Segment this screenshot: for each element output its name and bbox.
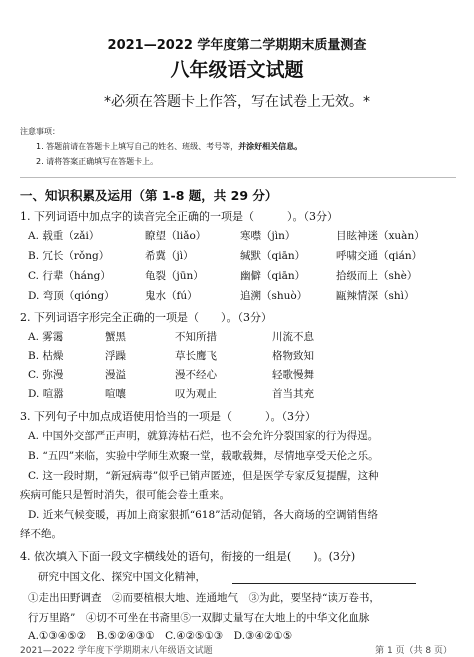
q2-option-b2: 浮躁 [105, 350, 126, 362]
q2-option-a4: 川流不息 [272, 331, 314, 343]
q2-option-a3: 不知所措 [175, 331, 217, 343]
q2-option-b1: B. 枯燥 [28, 350, 64, 362]
q2-option-d3: 叹为观止 [175, 388, 217, 400]
question-3-stem: 3. 下列句子中加点成语使用恰当的一项是（ ）。（3分） [20, 410, 316, 423]
q3-option-c-line1: C. 这一段时期，“新冠病毒”似乎已销声匿迹，但是医学专家反复提醒，这种 [28, 470, 379, 482]
instruction-item-1 [36, 141, 302, 152]
q2-option-d1: D. 喧嚣 [28, 388, 64, 400]
question-1-stem: 1. 下列词语中加点字的读音完全正确的一项是（ ）。（3分） [20, 210, 338, 223]
q2-option-b3: 草长鹰飞 [175, 350, 217, 362]
q4-passage-line2: ①走出田野调查 ②而要植根大地、连通地气 ③为此，要坚持“读万卷书， [28, 592, 380, 604]
q1-option-a4: 目眩神迷（xuàn） [336, 230, 425, 242]
q1-option-d4: 甌辣情深（shì） [336, 290, 415, 302]
q1-option-c4: 拾级而上（shè） [336, 270, 418, 282]
q1-option-a1: A. 载重（zǎi） [28, 230, 100, 242]
q1-option-b3: 缄默（qiān） [240, 250, 306, 262]
footer-page-number: 第 1 页（共 8 页） [375, 646, 452, 656]
q1-option-d3: 追溯（shuò） [240, 290, 308, 302]
question-4-stem: 4. 依次填入下面一段文字横线处的语句，衔接的一组是( )。(3分) [20, 550, 356, 563]
q1-option-c3: 幽僻（qiān） [240, 270, 306, 282]
instruction-item-2: 2. 请将答案正确填写在答题卡上。 [36, 157, 159, 166]
q2-option-c2: 漫溢 [105, 369, 126, 381]
q2-option-b4: 格物致知 [272, 350, 314, 362]
q3-option-c-line2: 疾病可能只是暂时消失，很可能会卷土重来。 [20, 489, 230, 501]
fill-in-blank-line [232, 583, 416, 584]
q3-option-d-line2: 绎不绝。 [20, 528, 62, 540]
q1-option-b2: 希冀（jì） [145, 250, 194, 262]
q2-option-c1: C. 弥漫 [28, 369, 64, 381]
q1-option-b1: B. 冗长（rǒng） [28, 250, 110, 262]
exam-title-subject: 八年级语文试题 [170, 59, 304, 81]
section-title: 一、知识积累及运用（第 1-8 题，共 29 分） [20, 188, 278, 203]
exam-title-line1: 2021—2022 学年度第二学期期末质量测查 [107, 38, 367, 53]
q3-option-a: A. 中国外交部严正声明，就算涛枯石烂，也不会允许分裂国家的行为得逞。 [28, 430, 379, 442]
q1-option-d2: 鬼水（fú） [145, 290, 198, 302]
q2-option-a2: 蟹黑 [105, 331, 126, 343]
q2-option-d2: 喧嚷 [105, 388, 126, 400]
q4-passage-line3: 行万里路” ④切不可坐在书斋里⑤一双脚丈量写在大地上的中华文化血脉 [28, 612, 370, 624]
instruction-item-1-emphasis: 并涂好相关信息。 [238, 142, 303, 151]
answer-card-notice: *必须在答题卡上作答，写在试卷上无效。* [104, 94, 370, 110]
q2-option-a1: A. 雾霭 [28, 331, 64, 343]
q2-option-c3: 漫不经心 [175, 369, 217, 381]
divider [20, 177, 456, 178]
q1-option-c1: C. 行辈（háng） [28, 270, 111, 282]
instruction-item-1-text: 1. 答题前请在答题卡上填写自己的姓名、班级、考号等， [36, 142, 239, 151]
q1-option-a2: 瞭望（liǎo） [145, 230, 207, 242]
q3-option-d-line1: D. 近来气候变暖，再加上商家狠抓“618”活动促销，各大商场的空调销售络 [28, 509, 378, 521]
q2-option-d4: 首当其充 [272, 388, 314, 400]
instructions-heading: 注意事项： [20, 127, 60, 136]
q2-option-c4: 轻歌慢舞 [272, 369, 314, 381]
q1-option-d1: D. 弯顶（qióng） [28, 290, 115, 302]
q1-option-c2: 龟裂（jūn） [145, 270, 204, 282]
q1-option-a3: 寒噤（jìn） [240, 230, 296, 242]
question-2-stem: 2. 下列词语字形完全正确的一项是（ ）。（3分） [20, 311, 272, 324]
q3-option-b: B. “五四”来临，实验中学师生欢聚一堂，载歌载舞，尽情地享受天伦之乐。 [28, 450, 379, 462]
q4-passage-line1: 研究中国文化、探究中国文化精神， [38, 571, 206, 583]
q1-option-b4: 呼啸交通（qián） [336, 250, 423, 262]
q4-options: A.①③④⑤② B.⑤②④③① C.④②⑤①③ D.③④②①⑤ [28, 630, 293, 642]
footer-exam-name: 2021—2022 学年度下学期期末八年级语文试题 [20, 646, 213, 656]
